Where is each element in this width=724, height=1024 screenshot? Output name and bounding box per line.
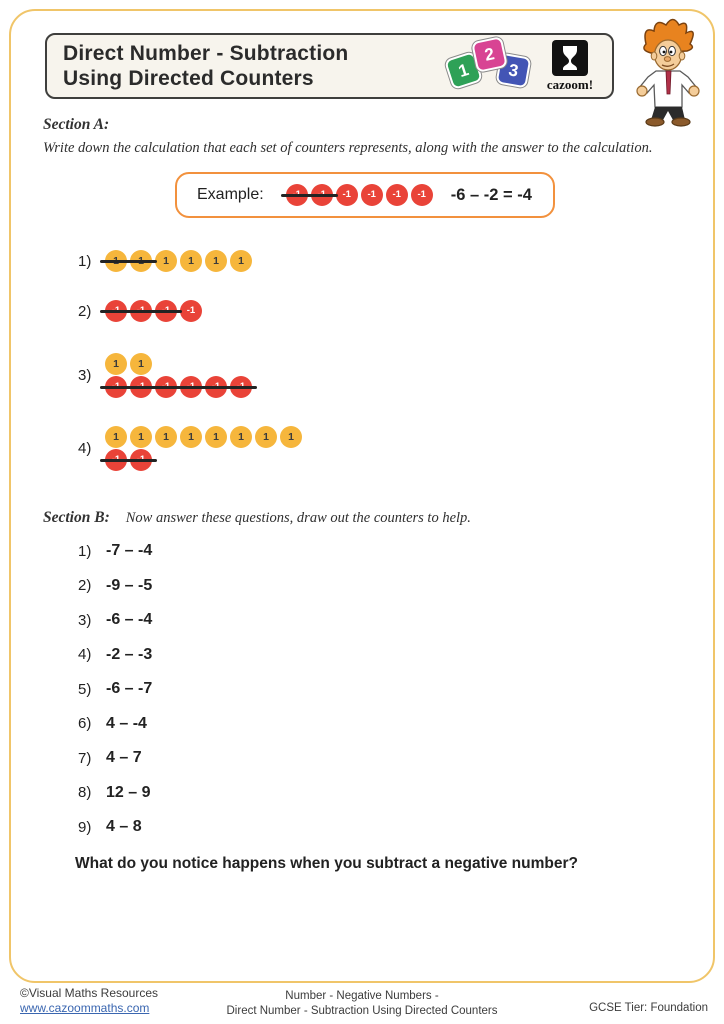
tile-3-icon: 3	[496, 53, 532, 89]
section-b-question	[78, 603, 152, 638]
question-number: 4)	[78, 440, 92, 457]
final-question: What do you notice happens when you subtract a negative number?	[75, 855, 578, 872]
footer-topic-line1: Number - Negative Numbers -	[285, 990, 439, 1002]
strikethrough-line	[281, 194, 338, 197]
section-b-question-list	[78, 534, 152, 845]
footer-topic-line2: Direct Number - Subtraction Using Directed Counters	[226, 1004, 498, 1017]
positive-counter: 1	[205, 250, 227, 272]
question-number: 3)	[78, 367, 92, 384]
question-number: 6)	[78, 715, 92, 733]
question-expression: -7 – -4	[106, 542, 153, 560]
question-expression: 4 – 8	[106, 818, 142, 836]
question-number: 7)	[78, 749, 92, 767]
website-link[interactable]: www.cazoommaths.com	[20, 1001, 150, 1015]
positive-counter: 1	[155, 426, 177, 448]
section-b-question	[78, 741, 152, 776]
section-b-heading: Section B:	[43, 509, 110, 526]
counter-rows	[105, 426, 302, 471]
page-title	[63, 41, 348, 91]
strikethrough-line	[100, 459, 157, 462]
section-b-question	[78, 810, 152, 845]
strikethrough-line	[100, 310, 182, 313]
123-tiles-logo	[448, 39, 532, 93]
counter-rows	[105, 300, 202, 322]
section-a-question-2	[78, 300, 202, 322]
strikethrough-line	[100, 260, 157, 263]
question-expression: 4 – -4	[106, 714, 147, 732]
negative-counter: -1	[411, 184, 433, 206]
question-number: 1)	[78, 542, 92, 560]
positive-counter: 1	[230, 426, 252, 448]
positive-counter: 1	[205, 426, 227, 448]
question-number: 5)	[78, 680, 92, 698]
question-number: 4)	[78, 646, 92, 664]
positive-counter: 1	[105, 426, 127, 448]
positive-counter: 1	[255, 426, 277, 448]
section-a-instruction: Write down the calculation that each set of counters represents, along with the answer to the calculation.	[43, 140, 653, 156]
section-b-instruction: Now answer these questions, draw out the counters to help.	[125, 510, 471, 526]
cazoom-hourglass-icon	[552, 40, 588, 76]
question-expression: -6 – -4	[106, 611, 153, 629]
example-counters	[286, 184, 433, 206]
mascot-character	[616, 14, 716, 130]
section-b-question	[78, 776, 152, 811]
counter-rows	[105, 353, 252, 398]
question-number: 2)	[78, 577, 92, 595]
section-a-question-4	[78, 426, 302, 471]
counter-row	[105, 300, 202, 322]
question-expression: 4 – 7	[106, 749, 142, 767]
positive-counter: 1	[180, 426, 202, 448]
tile-2-icon: 2	[471, 36, 508, 73]
counter-row	[105, 449, 302, 471]
section-b-question	[78, 569, 152, 604]
counter-rows	[105, 250, 252, 272]
question-number: 3)	[78, 611, 92, 629]
section-a-question-1	[78, 250, 252, 272]
positive-counter: 1	[230, 250, 252, 272]
negative-counter: -1	[386, 184, 408, 206]
positive-counter: 1	[130, 426, 152, 448]
gcse-tier-label: GCSE Tier: Foundation	[589, 1002, 708, 1014]
question-expression: -6 – -7	[106, 680, 153, 698]
counter-row	[105, 376, 252, 398]
positive-counter: 1	[280, 426, 302, 448]
counter-row	[105, 353, 252, 375]
positive-counter: 1	[155, 250, 177, 272]
example-label: Example:	[197, 186, 264, 203]
question-number: 2)	[78, 302, 92, 320]
positive-counter: 1	[105, 353, 127, 375]
example-box	[175, 172, 555, 218]
section-b-question	[78, 638, 152, 673]
tile-1-icon: 1	[444, 51, 483, 90]
section-b-question	[78, 707, 152, 742]
strikethrough-line	[100, 386, 257, 389]
negative-counter: -1	[361, 184, 383, 206]
cazoom-logo	[542, 40, 598, 93]
question-expression: -9 – -5	[106, 576, 153, 594]
section-b-heading-row	[43, 509, 471, 527]
page-title-line1: Direct Number - Subtraction	[63, 42, 349, 65]
footer-left	[20, 986, 158, 1016]
section-a-heading: Section A:	[43, 116, 110, 133]
copyright-text: ©Visual Maths Resources	[20, 986, 159, 1000]
section-b-question	[78, 534, 152, 569]
question-number: 8)	[78, 784, 92, 802]
counter-row	[105, 250, 252, 272]
footer-center	[162, 989, 562, 1018]
negative-counter: -1	[336, 184, 358, 206]
section-a-question-3	[78, 353, 252, 398]
positive-counter: 1	[130, 353, 152, 375]
question-expression: 12 – 9	[106, 783, 151, 801]
question-number: 9)	[78, 818, 92, 836]
page-title-line2: Using Directed Counters	[63, 67, 314, 90]
example-equation: -6 – -2 = -4	[450, 185, 532, 204]
negative-counter: -1	[180, 300, 202, 322]
positive-counter: 1	[180, 250, 202, 272]
section-b-question	[78, 672, 152, 707]
counter-row	[105, 426, 302, 448]
question-number: 1)	[78, 252, 92, 270]
question-expression: -2 – -3	[106, 645, 153, 663]
cazoom-wordmark: cazoom!	[546, 76, 594, 92]
title-box	[45, 33, 614, 99]
